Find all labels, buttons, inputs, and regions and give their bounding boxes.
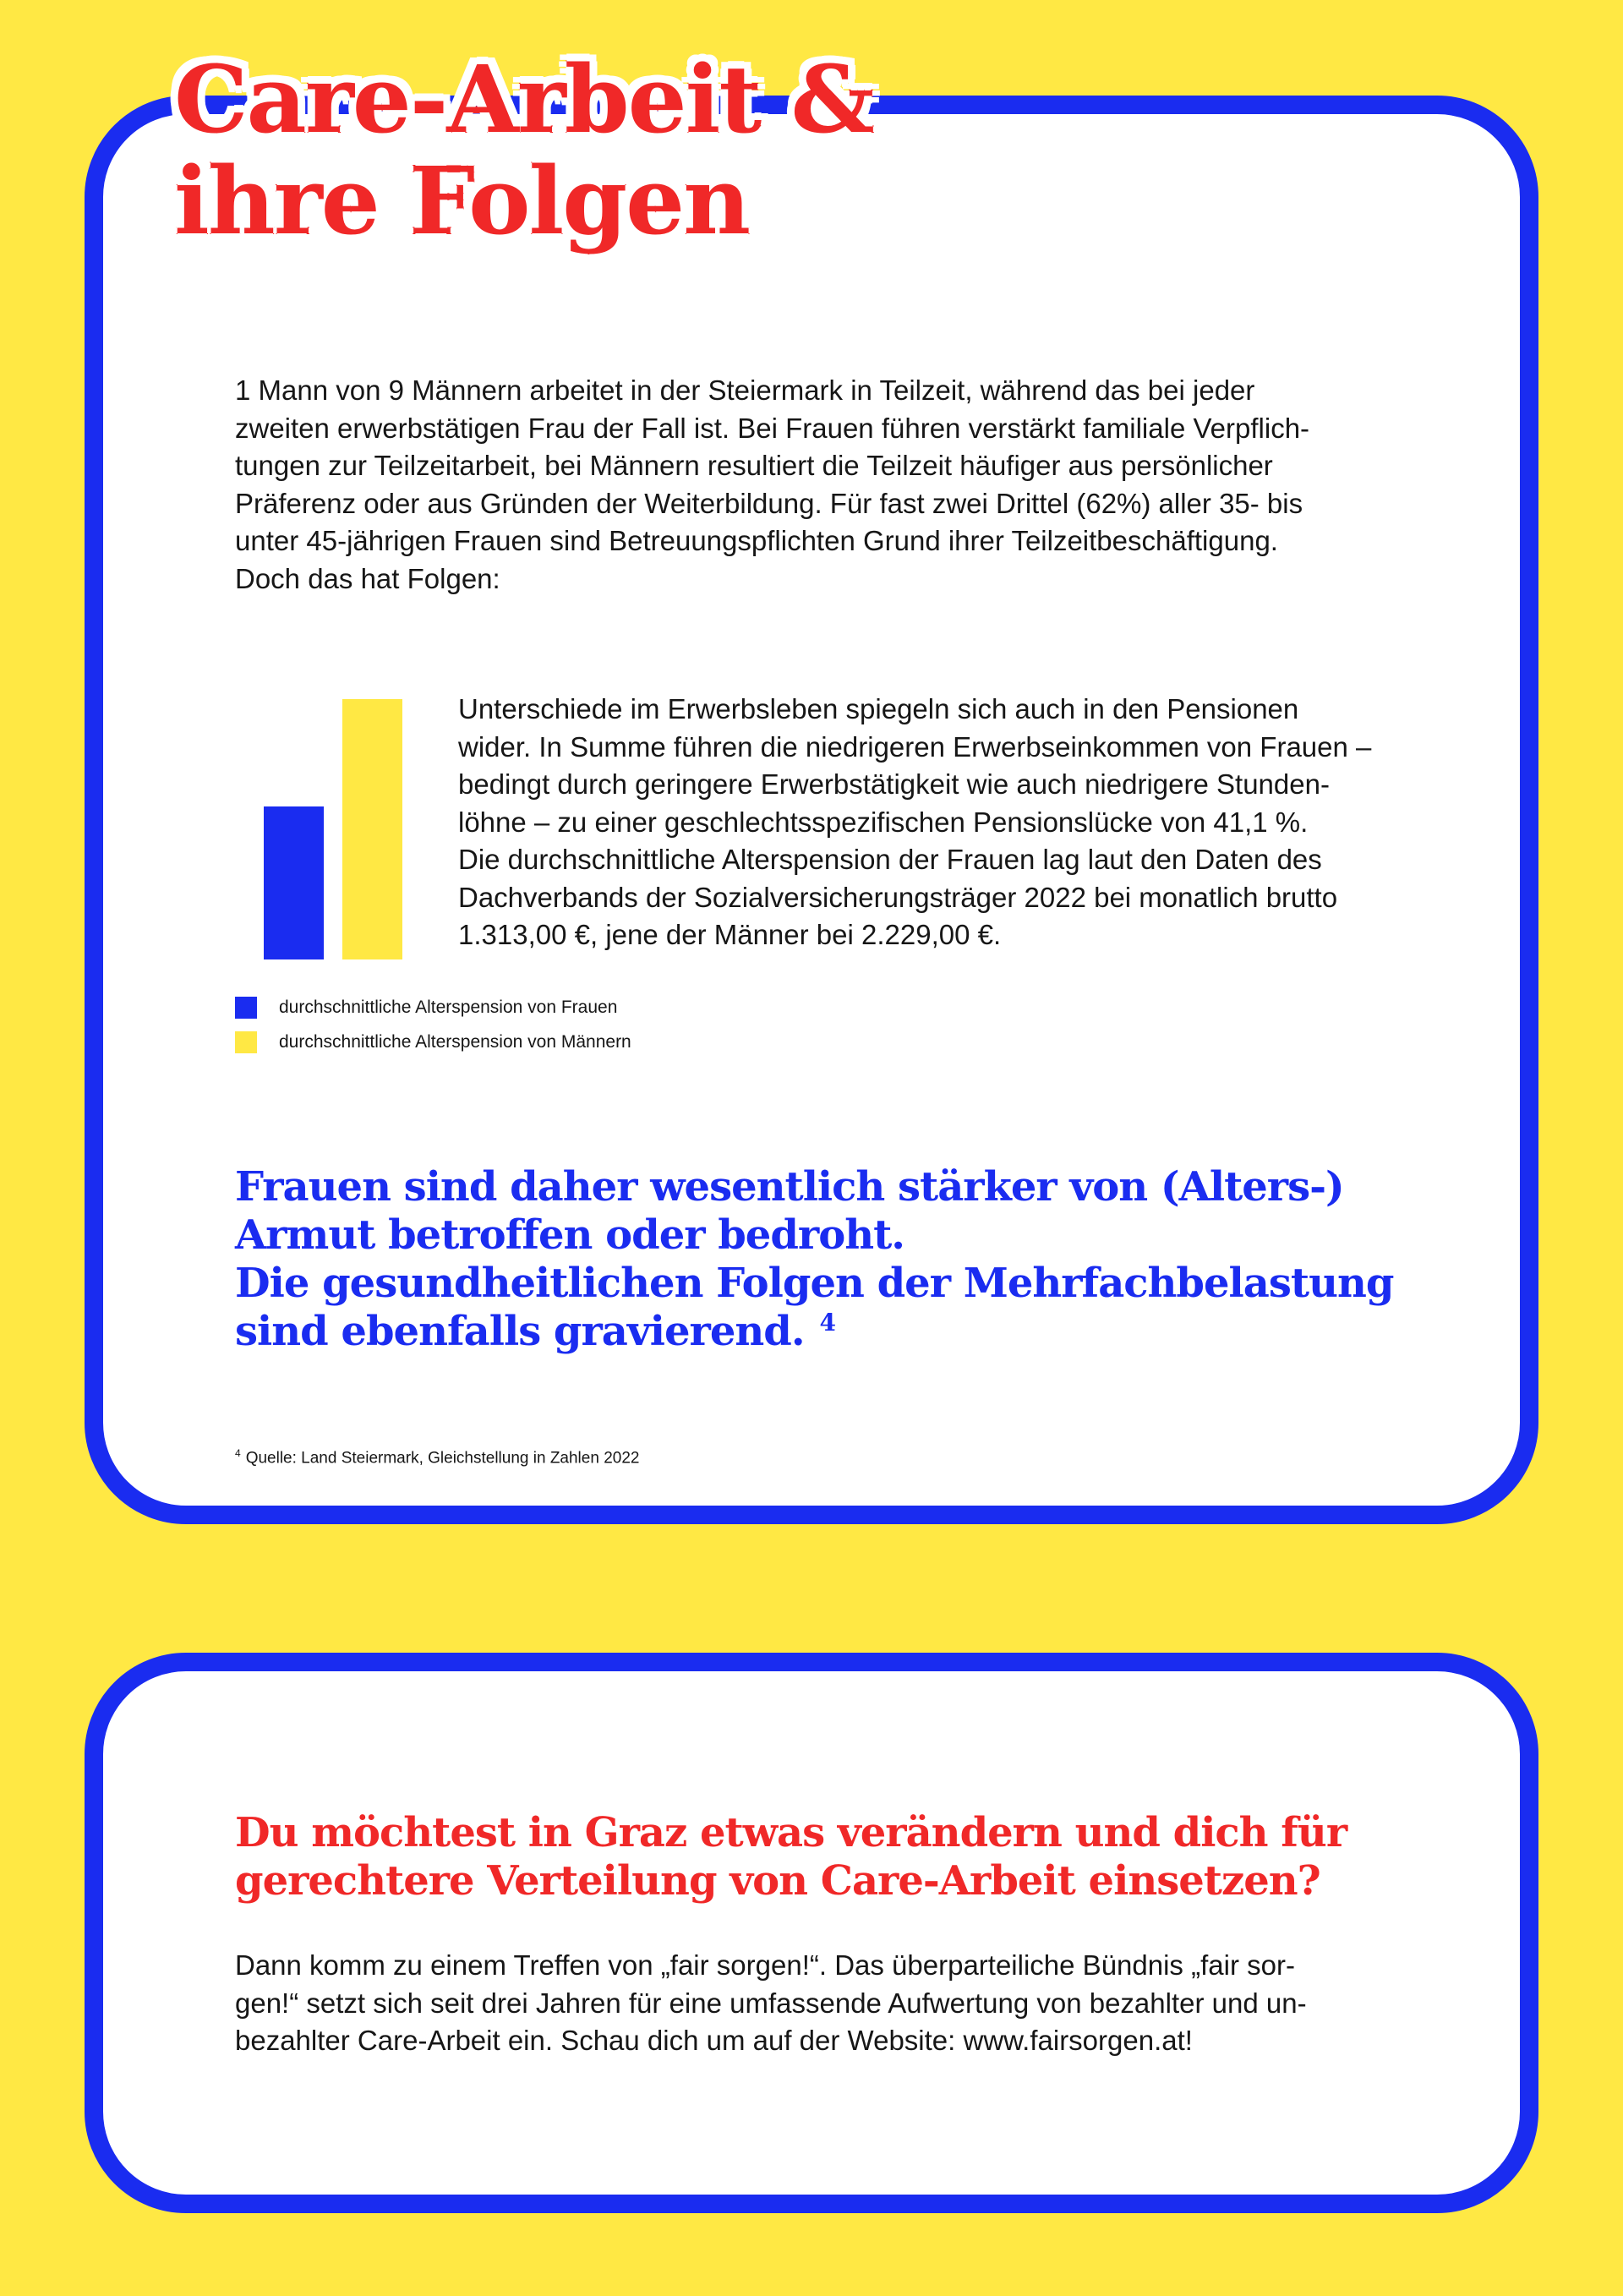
text-line: unter 45-jährigen Frauen sind Betreuungspflichten Grund ihrer Teilzeitbeschäftigung. xyxy=(235,525,1278,556)
statement-text: sind ebenfalls gravierend. xyxy=(235,1308,805,1355)
text-line: Doch das hat Folgen: xyxy=(235,562,500,594)
text-line: zweiten erwerbstätigen Frau der Fall ist. Bei Frauen führen verstärkt familiale Verpflich- xyxy=(235,412,1310,444)
conclusion-heading xyxy=(235,1163,1393,1356)
title-line: ihre Folgen xyxy=(174,146,750,255)
page-title xyxy=(174,45,873,255)
text-line: Dann komm zu einem Treffen von „fair sorgen!“. Das überparteiliche Bündnis „fair sor- xyxy=(235,1949,1295,1981)
statement-line xyxy=(235,1308,1393,1356)
text-line: bedingt durch geringere Erwerbstätigkeit wie auch niedrigere Stunden- xyxy=(458,768,1330,800)
pension-paragraph xyxy=(458,691,1371,954)
footnote-reference: 4 xyxy=(819,1309,836,1337)
text-line: Präferenz oder aus Gründen der Weiterbildung. Für fast zwei Drittel (62%) aller 35- bis xyxy=(235,487,1303,519)
text-line: gen!“ setzt sich seit drei Jahren für eine umfassende Aufwertung von bezahlter und un- xyxy=(235,1987,1307,2019)
legend-swatch-blue xyxy=(235,997,257,1019)
footnote-text: Quelle: Land Steiermark, Gleichstellung in Zahlen 2022 xyxy=(245,1449,640,1468)
statement-line: Du möchtest in Graz etwas verändern und dich für xyxy=(235,1809,1347,1856)
bar-pension-men xyxy=(342,699,402,959)
statement-line: gerechtere Verteilung von Care-Arbeit einsetzen? xyxy=(235,1857,1320,1905)
text-line: bezahlter Care-Arbeit ein. Schau dich um auf der Website: www.fairsorgen.at! xyxy=(235,2025,1193,2056)
text-line: Unterschiede im Erwerbsleben spiegeln sich auch in den Pensionen xyxy=(458,693,1299,724)
statement-line: Die gesundheitlichen Folgen der Mehrfachbelastung xyxy=(235,1260,1394,1307)
legend-label: durchschnittliche Alterspension von Frauen xyxy=(279,998,618,1017)
statement-line: Frauen sind daher wesentlich stärker von (Alters-) xyxy=(235,1163,1344,1211)
cta-paragraph xyxy=(235,1947,1307,2060)
call-to-action-card xyxy=(85,1653,1538,2213)
intro-paragraph xyxy=(235,372,1309,598)
text-line: 1.313,00 €, jene der Männer bei 2.229,00 €. xyxy=(458,919,1002,950)
text-line: tungen zur Teilzeitarbeit, bei Männern resultiert die Teilzeit häufiger aus persönlicher xyxy=(235,450,1273,481)
footnote-mark: 4 xyxy=(235,1447,241,1459)
text-line: wider. In Summe führen die niedrigeren Erwerbseinkommen von Frauen – xyxy=(458,730,1372,763)
bar-pension-women xyxy=(264,806,324,959)
text-line: Die durchschnittliche Alterspension der Frauen lag laut den Daten des xyxy=(458,844,1322,875)
cta-heading xyxy=(235,1809,1347,1905)
text-line: Dachverbands der Sozialversicherungsträger 2022 bei monatlich brutto xyxy=(458,881,1338,913)
legend-swatch-yellow xyxy=(235,1031,257,1053)
footnote xyxy=(235,1447,639,1468)
statement-line: Armut betroffen oder bedroht. xyxy=(235,1211,904,1259)
text-line: löhne – zu einer geschlechtsspezifischen Pensionslücke von 41,1 %. xyxy=(458,806,1309,838)
legend-item-men xyxy=(235,1030,631,1054)
legend-label: durchschnittliche Alterspension von Männern xyxy=(279,1032,631,1052)
legend-item-women xyxy=(235,996,617,1020)
text-line: 1 Mann von 9 Männern arbeitet in der Steiermark in Teilzeit, während das bei jeder xyxy=(235,374,1255,406)
title-line: Care-Arbeit & xyxy=(174,45,873,154)
